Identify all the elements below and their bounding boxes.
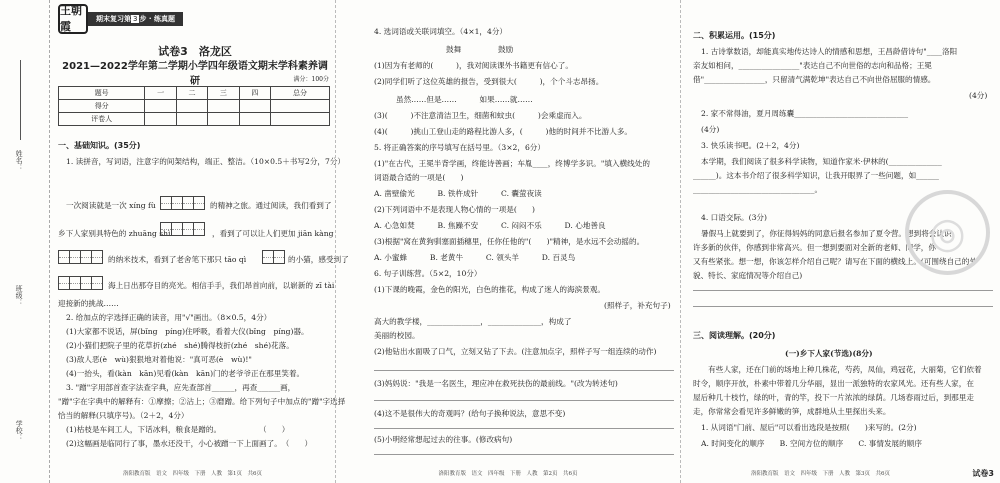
q5-options-3: A. 小蜜蜂 B. 老黄牛 C. 领头羊 D. 百灵鸟 bbox=[374, 253, 576, 262]
conjunction-options: 虽然……但是…… 如果……就…… bbox=[396, 95, 533, 104]
p3-q3-line-a: 本学期，我们阅读了很多科学读物，知道作家米·伊林的(______________ bbox=[701, 157, 942, 166]
answer-line[interactable] bbox=[374, 428, 674, 429]
q2-item-2: (2)小猫们把院子里的花草折(zhé shé)腾得枝折(zhé shé)花落。 bbox=[66, 341, 294, 350]
q1-line-2a: 乡下人家别具特色的 zhuāng shì bbox=[58, 229, 171, 238]
page-2 bbox=[335, 0, 680, 483]
page-footer: 洛阳教育版 语文 四年级 下册 人教 第1页 共6页 bbox=[122, 471, 262, 478]
ribbon-number: 3 bbox=[133, 15, 138, 23]
question-5: 5. 将正确答案的序号填写在括号里。（3×2，6分） bbox=[374, 143, 545, 152]
class-label: 班级： bbox=[15, 285, 24, 306]
q1-line-2b: ，看到了可以让人们更加 jiān kàng bbox=[212, 229, 334, 238]
q4-item-2: (2)同学们听了这位英雄的报告，受到很大( )，个个斗志昂扬。 bbox=[374, 77, 604, 86]
p3-q4: 4. 口语交际。(3分) bbox=[701, 213, 767, 222]
reading-line-1: 有些人家，还在门前的场地上种几株花，芍药，凤仙，鸡冠花，大丽菊，它们依着 bbox=[693, 365, 982, 374]
answer-line[interactable] bbox=[374, 454, 674, 455]
brand-logo: 王朝霞 bbox=[58, 4, 88, 34]
q6-item-4: (4)这不是很伟大的奇观吗？(给句子换种说法，意思不变) bbox=[374, 409, 566, 418]
q3-item-1: (1)枯枝是车间工人，下话冰料，粮食是蹭的。 （ ） bbox=[66, 425, 290, 434]
name-line bbox=[20, 60, 21, 140]
writing-grid[interactable] bbox=[58, 250, 102, 264]
reading-question-1: 1. 从词语"门前、屋后"可以看出选段是按照( )来写的。(2分) bbox=[701, 423, 917, 432]
full-score: 满分：100分 bbox=[293, 76, 329, 83]
p3-q1-line-b: 亲友如相问，________________"表达自己不向世俗的志向和品格；王冕 bbox=[693, 61, 932, 70]
school-label: 学校： bbox=[15, 420, 24, 441]
ribbon-text-b: 步 · 练真题 bbox=[139, 15, 176, 23]
q6-item-1-end: 美丽的校园。 bbox=[374, 331, 420, 340]
question-3-c: 恰当的解释(只填序号)。（2＋2，4分） bbox=[58, 411, 189, 420]
q5-item-1: (1)"在古代，王冕半背学画，终能诗善画；车胤____，终博学多识。"填入横线处的 bbox=[374, 159, 650, 168]
writing-grid[interactable] bbox=[262, 250, 284, 264]
q1-line-5: 迎接新的挑战…… bbox=[58, 299, 119, 308]
q1-line-4b: 海上日出那夺目的亮光。相信手手，我们昂首向前，以崭新的 zī tài bbox=[108, 281, 335, 290]
question-6: 6. 句子训练营。（5×2，10分） bbox=[374, 269, 482, 278]
page-1 bbox=[0, 0, 349, 483]
q3-item-2: (2)这幅画是临同行了事，墨水还没干，小心被蹭一下上面画了。 （ ） bbox=[66, 439, 313, 448]
q5-options-2: A. 心急如焚 B. 焦躁不安 C. 闷闷不乐 D. 心地善良 bbox=[374, 221, 606, 230]
score-header: 三 bbox=[208, 87, 239, 100]
question-2: 2. 给加点的字选择正确的读音，用"√"画出。（8×0.5，4分） bbox=[66, 313, 272, 322]
p3-q1-score: (4分) bbox=[969, 91, 988, 100]
answer-line[interactable] bbox=[374, 370, 674, 371]
score-header: 二 bbox=[176, 87, 207, 100]
question-4: 4. 选词语或关联词填空。（4×1，4分） bbox=[374, 27, 508, 36]
p3-q4-line-d: 貌、特长、家庭情况等介绍自己) bbox=[693, 271, 803, 280]
q4-item-3: (3)( )不注意清洁卫生，细菌和蚊虫( )会乘虚而入。 bbox=[374, 111, 587, 120]
reading-line-3: 屋后种几十枝竹，绿的叶，青的竿，投下一片浓浓的绿荫。几场春雨过后，到那里走 bbox=[693, 393, 974, 402]
q6-item-1-blank: 高大的教学楼，______________，______________，构成了 bbox=[374, 317, 572, 326]
q5-item-3: (3)根据"窝在黄狗驯塞面插穗里，任你任他的"( )"精神，是水远不会动摇的。 bbox=[374, 237, 645, 246]
p3-q4-line-b: 许多新的伙伴，你感到非常高兴。但一想到要面对全新的老师、同学，你 bbox=[693, 243, 936, 252]
word-option-2: 鼓励 bbox=[498, 45, 514, 54]
grader-row-label: 评卷人 bbox=[59, 113, 145, 126]
page-footer: 洛阳教育版 语文 四年级 下册 人教 第2页 共6页 bbox=[438, 471, 578, 478]
p3-q4-line-a: 暑假马上就要到了，你征得妈妈的同意后报名参加了夏令营。想到将会认识 bbox=[701, 229, 952, 238]
q1-line-1a: 一次阅读就是一次 xíng fù bbox=[66, 201, 156, 210]
q6-item-1: (1)下课的晚霞，金色的阳光，白色的推花，构成了迷人的海滨景观。 bbox=[374, 285, 605, 294]
q1-line-3a: 的纳米技术，看到了老舍笔下那只 tāo qì bbox=[108, 255, 247, 264]
section-1-heading: 一、基础知识。(35分) bbox=[58, 141, 141, 150]
question-3-b: "蹭"字在字典中的解释有：①摩擦；②沾上；③磨蹭。给下列句子中加点的"蹭"字选择 bbox=[58, 397, 346, 406]
page-footer: 洛阳教育版 语文 四年级 下册 人教 第3页 共6页 bbox=[750, 471, 890, 478]
q2-item-1: (1)大家都不说话，屏(bǐng píng)住呼吸，看着大仪(bǐng píng)器。 bbox=[66, 327, 309, 336]
p3-q2-line: 2. 家不常得油，夏月周练囊______________________________ bbox=[701, 109, 909, 118]
q4-item-1: (1)因为有老师的( )，我对阅读课外书籍更有信心了。 bbox=[374, 61, 573, 70]
score-table bbox=[58, 86, 330, 126]
q1-line-1b: 的精神之旅。通过阅读，我们看到了 bbox=[210, 201, 332, 210]
p3-q3-line-b: ______)。这本书介绍了很多科学知识，让我开眼界了一些问题，如______ bbox=[693, 171, 939, 180]
writing-grid[interactable] bbox=[58, 276, 102, 290]
q2-item-4: (4)一抬头，看(kàn kān)见看(kàn kān)门的老爷爷正在那里笑着。 bbox=[66, 369, 305, 378]
p3-q1-line-a: 1. 古诗掌数语，却能真实地传达诗人的情感和思想，王昌龄借诗句"____洛阳 bbox=[701, 47, 958, 56]
p3-q4-line-c: 又有些紧张。想一想，你该怎样介绍自己呢？请写在下面的横线上。(可围绕自己的外 bbox=[693, 257, 977, 266]
q5-item-2: (2)下列词语中不是表现人物心情的一项是( ) bbox=[374, 205, 535, 214]
word-option-1: 鼓舞 bbox=[446, 45, 462, 54]
section-3-heading: 三、阅读理解。(20分) bbox=[693, 331, 776, 340]
reading-line-2: 时令，顺序开放，朴素中带着几分华丽，显出一派独特的农家风光。还有些人家，在 bbox=[693, 379, 974, 388]
q1-line-3b: 的小猫，感受到了 bbox=[288, 255, 349, 264]
section-2-heading: 二、积累运用。(15分) bbox=[693, 31, 776, 40]
answer-line[interactable] bbox=[693, 290, 993, 291]
binding-margin bbox=[0, 0, 50, 483]
reading-question-1-options: A. 时间变化的顺序 B. 空间方位的顺序 C. 事情发展的顺序 bbox=[701, 439, 922, 448]
score-header: 题号 bbox=[59, 87, 145, 100]
q6-item-1-hint: (照样子，补充句子) bbox=[604, 301, 671, 310]
reading-line-4: 走，你常常会看见许多鲜嫩的笋，成群地从土里探出头来。 bbox=[693, 407, 891, 416]
p3-q1-line-c: 借"________________，只留清气满乾坤"表达自己不向世俗屈服的情感。 bbox=[693, 75, 936, 84]
p3-q3-line-c: ________________________________。 bbox=[693, 185, 823, 194]
reading-title: (一)乡下人家(节选)(8分) bbox=[785, 349, 873, 358]
answer-line[interactable] bbox=[374, 400, 674, 401]
q2-item-3: (3)敌人恶(è wù)狠狠地对着他说："真可恶(è wù)!" bbox=[66, 355, 252, 364]
question-3: 3. "蹭"字用部首查字法查字典，应先查部首______，再查______画， bbox=[66, 383, 296, 392]
q6-item-2: (2)他钻出水面吸了口气，立刻又钻了下去。(注意加点字，照样子写一组连续的动作) bbox=[374, 347, 657, 356]
q6-item-5: (5)小明经常想起过去的往事。(修改病句) bbox=[374, 435, 513, 444]
p3-q2-score: (4分) bbox=[701, 125, 720, 134]
ribbon-text-a: 期末复习第 bbox=[96, 15, 131, 23]
q4-item-4: (4)( )挑山工登山走的路程比游人多，( )他的时间并不比游人多。 bbox=[374, 127, 633, 136]
score-header: 总分 bbox=[271, 87, 330, 100]
q5-item-1b: 词语最合适的一项是( ) bbox=[374, 173, 464, 182]
answer-line[interactable] bbox=[693, 306, 993, 307]
q6-item-3: (3)妈妈说："我是一名医生，理应冲在救死扶伤的最前线。"(改为转述句) bbox=[374, 379, 618, 388]
paper-number-tag: 试卷3 bbox=[972, 469, 994, 479]
writing-grid[interactable] bbox=[160, 222, 204, 236]
name-label: 姓名： bbox=[15, 150, 24, 171]
score-header: 四 bbox=[239, 87, 270, 100]
p3-q3: 3. 快乐读书吧。(2＋2，4分) bbox=[701, 141, 800, 150]
question-1: 1. 读拼音，写词语，注意字的间架结构，端正、整洁。（10×0.5＋书写2分，7分） bbox=[66, 157, 346, 166]
score-header: 一 bbox=[145, 87, 176, 100]
watermark-seal: ◎ bbox=[905, 190, 990, 275]
writing-grid[interactable] bbox=[160, 196, 204, 210]
score-row-label: 得分 bbox=[59, 100, 145, 113]
paper-subtitle: 2021—2022学年第二学期小学四年级语文期末学科素养调研 bbox=[62, 61, 328, 87]
paper-title: 试卷3 洛龙区 bbox=[158, 45, 232, 58]
q5-options-1: A. 凿壁偷光 B. 铁杵成针 C. 囊萤夜读 bbox=[374, 189, 542, 198]
step-ribbon bbox=[88, 12, 183, 26]
